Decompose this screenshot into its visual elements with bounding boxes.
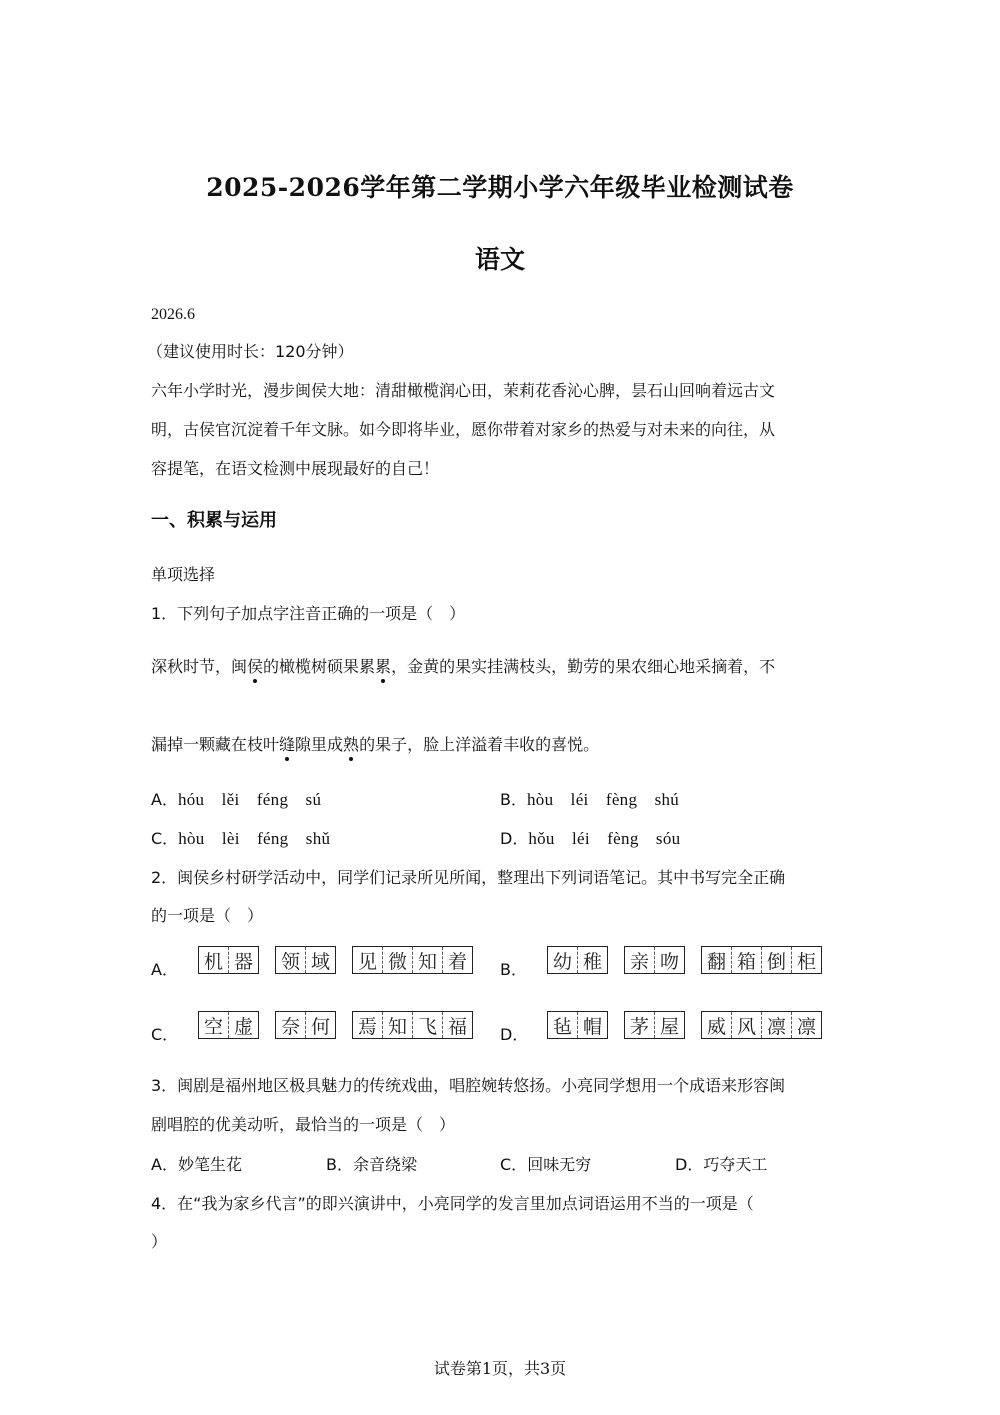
handwritten-char: 机 [199, 947, 229, 973]
q1-s1-part: ，金黄的果实挂满枝头，勤劳的果农细心地采摘着，不 [391, 657, 776, 676]
option-text: 余音绕梁 [352, 1155, 417, 1174]
q3-stem-line-2: 剧唱腔的优美动听，最恰当的一项是（ ） [151, 1115, 456, 1134]
handwritten-char: 吻 [659, 950, 679, 973]
option-label: A． [151, 790, 178, 809]
exam-title: 2025-2026学年第二学期小学六年级毕业检测试卷 [206, 173, 794, 202]
q1-option-d[interactable] [500, 828, 680, 850]
handwritten-word-box [352, 946, 473, 974]
handwritten-char: 领 [276, 947, 306, 973]
q3-stem-line-1: 3．闽剧是福州地区极具魅力的传统戏曲，唱腔婉转悠扬。小亮同学想用一个成语来形容闽 [151, 1076, 786, 1095]
handwritten-char: 何 [310, 1015, 330, 1038]
q1-sentence-line-1 [151, 656, 775, 678]
handwritten-char: 凛 [762, 1012, 792, 1038]
option-label: D． [675, 1155, 704, 1174]
q3-option-a[interactable] [151, 1154, 242, 1176]
handwritten-char: 箱 [732, 947, 762, 973]
handwritten-char: 毡 [548, 1012, 578, 1038]
handwritten-char: 虚 [233, 1015, 253, 1038]
handwritten-char: 微 [383, 947, 413, 973]
q3-option-b[interactable] [326, 1154, 417, 1176]
handwritten-word-box [624, 946, 685, 974]
handwritten-char: 空 [199, 1012, 229, 1038]
q1-option-a[interactable] [151, 789, 321, 811]
subject-title: 语文 [474, 245, 525, 274]
q1-stem: 1．下列句子加点字注音正确的一项是（ ） [151, 604, 466, 623]
q1-sentence-line-2 [151, 734, 599, 756]
section-heading: 一、积累与运用 [151, 510, 277, 531]
option-label: C． [500, 1155, 528, 1174]
handwritten-char: 飞 [413, 1012, 443, 1038]
q3-option-c[interactable] [500, 1154, 591, 1176]
option-text: 回味无穷 [527, 1155, 592, 1174]
handwritten-char: 帽 [582, 1015, 602, 1038]
intro-line-1: 六年小学时光，漫步闽侯大地：清甜橄榄润心田，茉莉花香沁心脾，昙石山回响着远古文 [151, 381, 776, 400]
option-text: hóu lěi féng sú [177, 790, 322, 809]
handwritten-char: 威 [702, 1012, 732, 1038]
q1-s1-part: 的橄榄树硕果累 [263, 657, 376, 676]
section-subheading: 单项选择 [151, 565, 216, 584]
handwritten-char: 知 [383, 1012, 413, 1038]
handwritten-word-box [198, 946, 259, 974]
handwritten-word-box [352, 1011, 473, 1039]
q4-stem-line-2: ） [151, 1232, 168, 1251]
handwritten-char: 知 [413, 947, 443, 973]
q1-s2-part: 漏掉一颗藏在枝叶 [151, 735, 280, 754]
dotted-char: 侯 [247, 657, 264, 676]
option-text: hǒu léi fèng sóu [528, 829, 681, 848]
option-label: B． [500, 790, 527, 809]
handwritten-char: 福 [447, 1015, 467, 1038]
handwritten-char: 幼 [548, 947, 578, 973]
q2-option-c-label[interactable]: C． [151, 1025, 179, 1044]
handwritten-char: 凛 [796, 1015, 816, 1038]
handwritten-char: 焉 [353, 1012, 383, 1038]
q4-stem-line-1: 4．在“我为家乡代言”的即兴演讲中，小亮同学的发言里加点词语运用不当的一项是（ [151, 1194, 754, 1213]
q2-option-d-words[interactable] [547, 1011, 822, 1039]
option-text: hòu léi fèng shú [526, 790, 680, 809]
handwritten-word-box [275, 946, 336, 974]
handwritten-char: 倒 [762, 947, 792, 973]
q2-option-a-words[interactable] [198, 946, 473, 974]
intro-line-3: 容提笔，在语文检测中展现最好的自己！ [151, 459, 440, 478]
q1-s2-part: 隙里成 [295, 735, 344, 754]
handwritten-word-box [701, 1011, 822, 1039]
option-text: hòu lèi féng shǔ [178, 829, 331, 848]
handwritten-char: 翻 [702, 947, 732, 973]
intro-line-2: 明，古侯官沉淀着千年文脉。如今即将毕业，愿你带着对家乡的热爱与对未来的向往，从 [151, 420, 776, 439]
option-label: A． [151, 1155, 178, 1174]
option-label: D． [500, 829, 529, 848]
q2-option-a-label[interactable]: A． [151, 960, 178, 979]
q2-option-d-label[interactable]: D． [500, 1025, 529, 1044]
q2-stem-line-2: 的一项是（ ） [151, 906, 264, 925]
handwritten-word-box [701, 946, 822, 974]
handwritten-char: 茅 [625, 1012, 655, 1038]
dotted-char: 熟 [343, 735, 360, 754]
dotted-char: 累 [375, 657, 392, 676]
handwritten-char: 稚 [582, 950, 602, 973]
handwritten-char: 风 [732, 1012, 762, 1038]
handwritten-char: 亲 [625, 947, 655, 973]
q1-option-b[interactable] [500, 789, 679, 811]
dotted-char: 缝 [279, 735, 296, 754]
q3-option-d[interactable] [675, 1154, 767, 1176]
q1-s2-part: 的果子，脸上洋溢着丰收的喜悦。 [359, 735, 600, 754]
handwritten-char: 见 [353, 947, 383, 973]
handwritten-word-box [275, 1011, 336, 1039]
q2-stem-line-1: 2．闽侯乡村研学活动中，同学们记录所见所闻，整理出下列词语笔记。其中书写完全正确 [151, 868, 786, 887]
q1-s1-part: 深秋时节，闽 [151, 657, 248, 676]
option-text: 妙笔生花 [177, 1155, 242, 1174]
handwritten-char: 域 [310, 950, 330, 973]
exam-duration: （建议使用时长：120分钟） [147, 342, 354, 361]
handwritten-word-box [547, 946, 608, 974]
handwritten-char: 器 [233, 950, 253, 973]
option-label: C． [151, 829, 179, 848]
q2-option-c-words[interactable] [198, 1011, 473, 1039]
q2-option-b-words[interactable] [547, 946, 822, 974]
handwritten-char: 着 [447, 950, 467, 973]
q2-option-b-label[interactable]: B． [500, 960, 527, 979]
handwritten-char: 奈 [276, 1012, 306, 1038]
handwritten-word-box [547, 1011, 608, 1039]
option-label: B． [326, 1155, 353, 1174]
handwritten-word-box [198, 1011, 259, 1039]
handwritten-word-box [624, 1011, 685, 1039]
page-footer: 试卷第1页，共3页 [433, 1359, 567, 1378]
handwritten-char: 屋 [659, 1015, 679, 1038]
handwritten-char: 柜 [796, 950, 816, 973]
option-text: 巧夺天工 [703, 1155, 768, 1174]
q1-option-c[interactable] [151, 828, 330, 850]
exam-date: 2026.6 [151, 306, 195, 323]
